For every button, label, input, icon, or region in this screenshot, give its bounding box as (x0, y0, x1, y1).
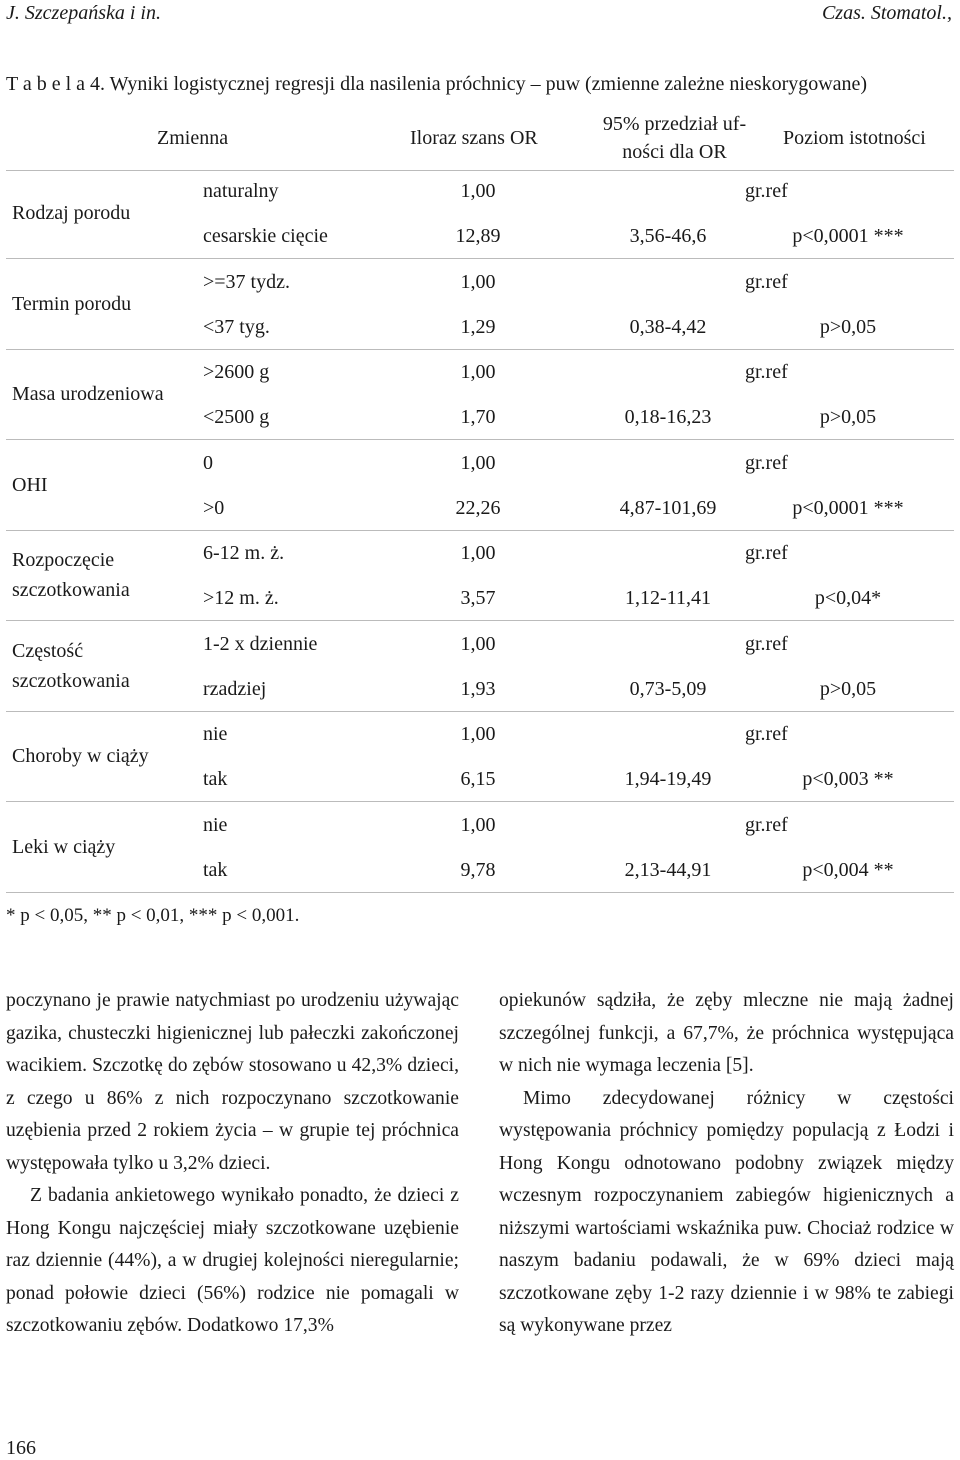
cell-variable: >12 m. ż. (203, 587, 279, 610)
paragraph: opiekunów sądziła, że zęby mleczne nie mają żadnej szczególnej funkcji, a 67,7%, że próchnica występująca w nich nie wymaga leczenia [5]. (499, 990, 954, 1076)
cell-variable: >2600 g (203, 361, 270, 383)
cell-significance: p<0,003 ** (802, 768, 894, 791)
paragraph: Z badania ankietowego wynikało ponadto, że dzieci z Hong Kongu najczęściej miały szczotkowane uzębienie raz dziennie (44%), a w drugiej kolejności nieregularnie; ponad połowie dzieci (56%) rodzice nie pomagali w szczotkowaniu zębów. Dodatkowo 17,3% (6, 1185, 459, 1336)
cell-variable: nie (203, 813, 228, 836)
group-separator (6, 439, 954, 440)
cell-significance: p<0,04* (814, 587, 882, 610)
cell-confidence-interval: 1,12-11,41 (625, 587, 711, 610)
cell-variable: >0 (203, 496, 225, 519)
cell-variable: 1-2 x dziennie (203, 632, 318, 655)
cell-odds-ratio: 1,70 (460, 406, 496, 429)
cell-confidence-interval: 0,73-5,09 (629, 677, 707, 700)
cell-confidence-interval: 0,38-4,42 (629, 315, 707, 338)
cell-odds-ratio: 1,93 (460, 677, 496, 700)
cell-significance: p<0,0001 *** (792, 225, 904, 248)
cell-variable: <2500 g (203, 406, 270, 429)
group-label: Rodzaj porodu (12, 202, 131, 224)
group-label: Termin porodu (12, 292, 132, 315)
group-separator (6, 801, 954, 802)
cell-confidence-interval: 2,13-44,91 (624, 858, 712, 881)
group-separator (6, 620, 954, 621)
header-ci-line2: ności dla OR (622, 141, 727, 163)
cell-odds-ratio: 1,00 (460, 723, 496, 745)
group-label: Masa urodzeniowa (12, 383, 164, 405)
cell-variable: >=37 tydz. (203, 270, 290, 293)
cell-variable: nie (203, 723, 228, 745)
cell-significance: gr.ref (745, 361, 788, 383)
cell-odds-ratio: 1,00 (460, 542, 496, 564)
cell-confidence-interval: 3,56-46,6 (629, 225, 707, 248)
cell-significance: gr.ref (745, 813, 788, 836)
paragraph: Mimo zdecydowanej różnicy w częstości występowania próchnicy pomiędzy populacją z Łodzi i Hong Kongu odnotowano podobny związek między wczesnym rozpoczynaniem zabiegów higienicznych a niższymi wartościami wskaźnika puw. Chociaż rodzice w naszym badaniu podawali, że w 69% dzieci mają szczotkowane zęby 1-2 razy dziennie i w 98% te zabiegi są wykonywane przez (499, 1087, 954, 1336)
cell-odds-ratio: 9,78 (460, 858, 496, 881)
cell-significance: gr.ref (745, 632, 788, 655)
cell-odds-ratio: 1,00 (460, 813, 496, 836)
header-significance: Poziom istotności (783, 127, 926, 149)
cell-odds-ratio: 1,29 (460, 315, 496, 338)
cell-significance: gr.ref (745, 723, 788, 745)
cell-odds-ratio: 1,00 (460, 632, 496, 655)
group-separator (6, 258, 954, 259)
cell-variable: rzadziej (203, 677, 267, 700)
header-odds-ratio: Iloraz szans OR (410, 127, 538, 149)
cell-significance: p>0,05 (819, 677, 877, 700)
cell-significance: p<0,004 ** (802, 858, 894, 881)
cell-odds-ratio: 22,26 (455, 496, 501, 519)
group-separator (6, 892, 954, 893)
cell-variable: <37 tyg. (203, 315, 270, 338)
cell-significance: gr.ref (745, 270, 788, 293)
table-rule (6, 170, 954, 171)
cell-variable: cesarskie cięcie (203, 225, 328, 248)
group-label: OHI (12, 473, 48, 496)
group-separator (6, 530, 954, 531)
page-number: 166 (6, 1437, 36, 1459)
group-separator (6, 349, 954, 350)
cell-significance: gr.ref (745, 451, 788, 474)
cell-variable: naturalny (203, 180, 279, 202)
running-header-journal: Czas. Stomatol., (821, 2, 952, 24)
cell-odds-ratio: 1,00 (460, 451, 496, 474)
cell-odds-ratio: 1,00 (460, 180, 496, 202)
group-label: Leki w ciąży (12, 835, 116, 858)
group-label: szczotkowania (12, 669, 130, 692)
group-label: Częstość (12, 639, 84, 662)
header-zmienna: Zmienna (157, 127, 229, 149)
header-ci-line1: 95% przedział uf- (602, 113, 747, 135)
cell-odds-ratio: 12,89 (455, 225, 501, 248)
table-footnote: * p < 0,05, ** p < 0,01, *** p < 0,001. (6, 905, 300, 926)
cell-variable: 0 (203, 451, 213, 474)
running-header-authors: J. Szczepańska i in. (6, 2, 161, 24)
cell-variable: tak (203, 858, 228, 881)
group-label: Rozpoczęcie (12, 549, 115, 571)
cell-significance: gr.ref (745, 180, 788, 202)
cell-significance: p>0,05 (819, 315, 877, 338)
body-column-left (6, 985, 459, 1343)
cell-odds-ratio: 1,00 (460, 270, 496, 293)
group-label: szczotkowania (12, 579, 130, 601)
cell-confidence-interval: 1,94-19,49 (624, 768, 712, 791)
cell-variable: tak (203, 768, 228, 791)
cell-odds-ratio: 6,15 (460, 768, 496, 791)
cell-significance: gr.ref (745, 542, 788, 564)
table-caption: T a b e l a 4. Wyniki logistycznej regresji dla nasilenia próchnicy – puw (zmienne zależne nieskorygowane) (6, 73, 868, 95)
cell-significance: p>0,05 (819, 406, 877, 429)
group-separator (6, 711, 954, 712)
cell-variable: 6-12 m. ż. (203, 542, 285, 564)
cell-odds-ratio: 1,00 (460, 361, 496, 383)
body-column-right (499, 985, 954, 1343)
cell-confidence-interval: 0,18-16,23 (624, 406, 712, 429)
cell-odds-ratio: 3,57 (460, 587, 496, 610)
cell-confidence-interval: 4,87-101,69 (619, 496, 717, 519)
cell-significance: p<0,0001 *** (792, 496, 904, 519)
group-label: Choroby w ciąży (12, 745, 149, 767)
paragraph: poczynano je prawie natychmiast po urodzeniu używając gazika, chusteczki higienicznej lub pałeczki zakończonej wacikiem. Szczotkę do zębów stosowano u 42,3% dzieci, z czego u 86% z nich rozpoczynano szczotkowanie uzębienia przed 2 rokiem życia – w grupie tej próchnica występowała tylko u 3,2% dzieci. (6, 990, 459, 1174)
